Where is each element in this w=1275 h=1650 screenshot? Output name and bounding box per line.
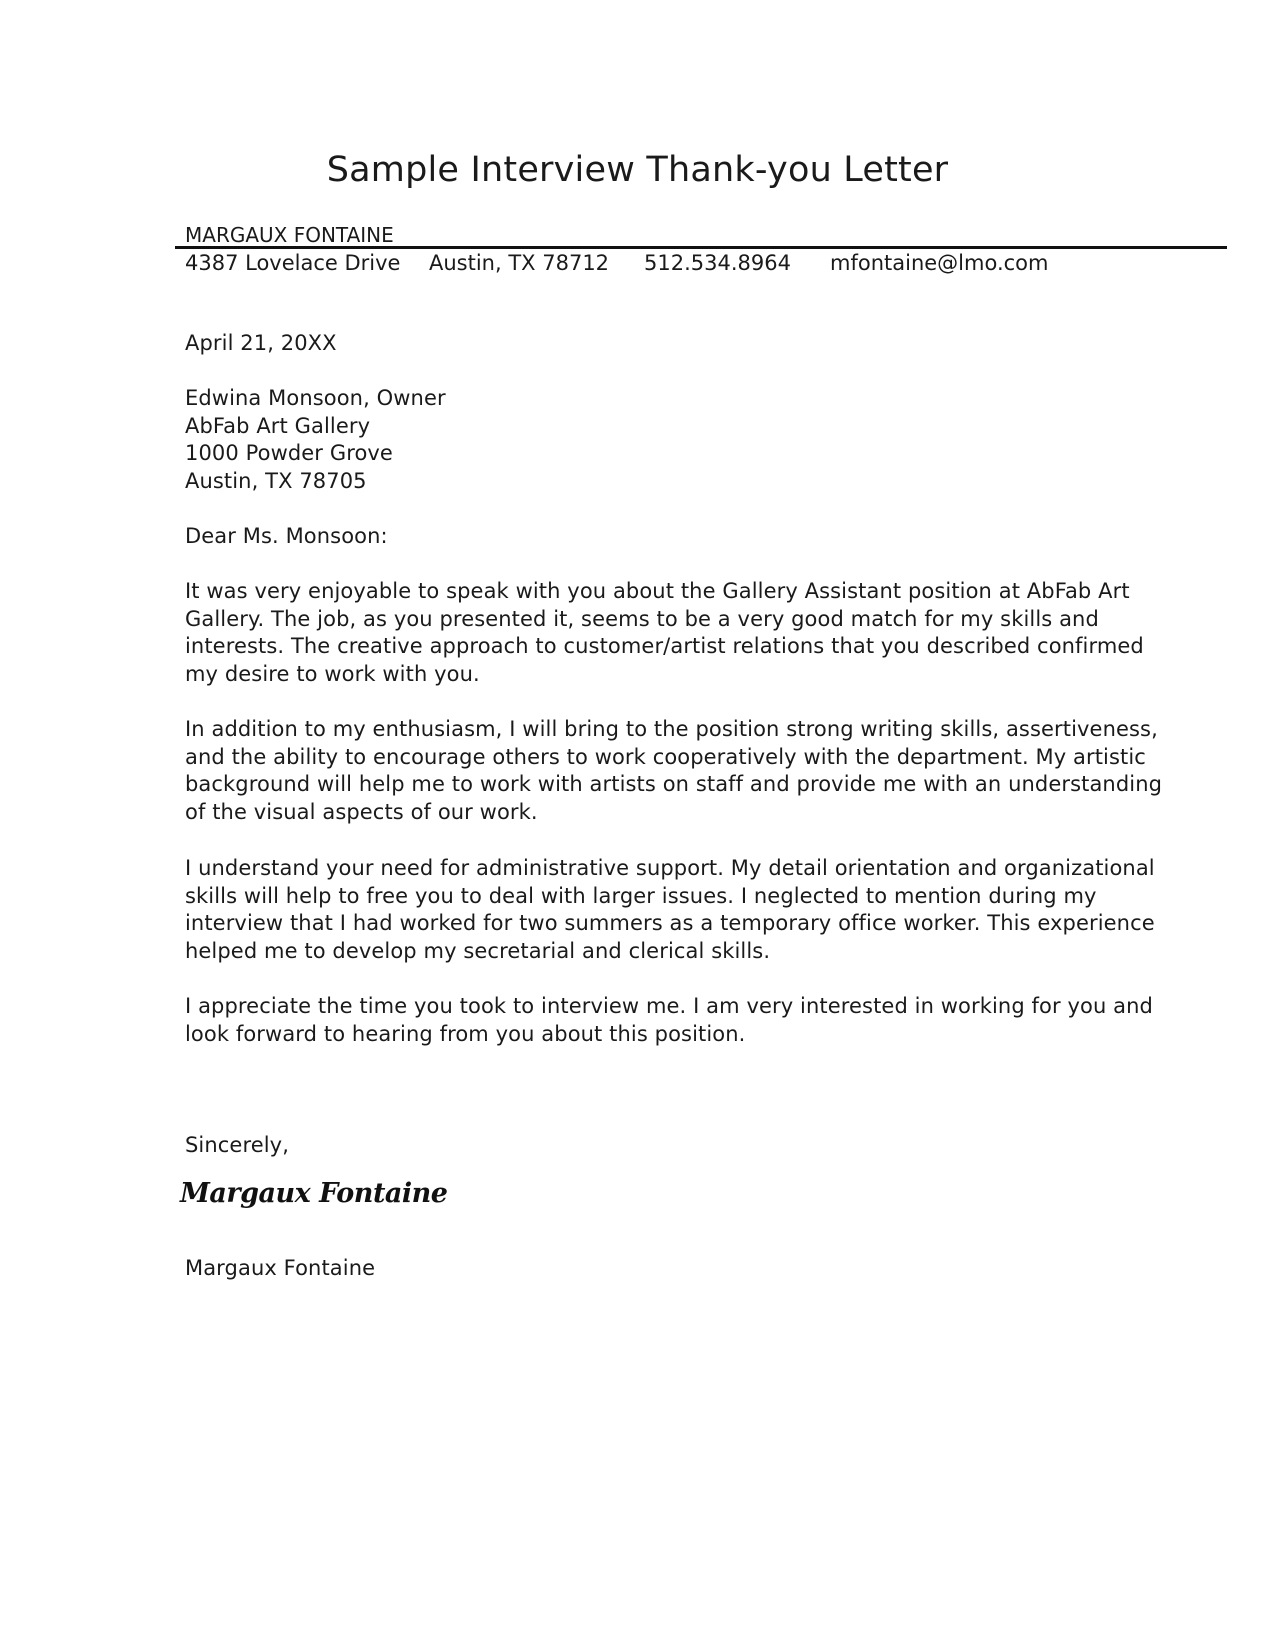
- paragraph-line: It was very enjoyable to speak with you about the Gallery Assistant position at AbFab Art: [185, 579, 1130, 603]
- paragraph-line: and the ability to encourage others to work cooperatively with the department. My artistic: [185, 744, 1146, 769]
- paragraph-line: my desire to work with you.: [185, 661, 480, 686]
- sender-email: mfontaine@lmo.com: [830, 251, 1049, 275]
- paragraph-line: In addition to my enthusiasm, I will bring to the position strong writing skills, assertiveness,: [185, 717, 1158, 741]
- paragraph-line: I appreciate the time you took to interview me. I am very interested in working for you and: [185, 994, 1153, 1018]
- body-paragraph: [185, 578, 1144, 688]
- recipient-line: Edwina Monsoon, Owner: [185, 386, 446, 410]
- paragraph-line: skills will help to free you to deal with larger issues. I neglected to mention during my: [185, 883, 1097, 908]
- document-title: Sample Interview Thank-you Letter: [326, 150, 949, 190]
- body-paragraph: [185, 993, 1153, 1048]
- recipient-line: Austin, TX 78705: [185, 468, 367, 493]
- salutation: Dear Ms. Monsoon:: [185, 524, 388, 548]
- paragraph-line: look forward to hearing from you about this position.: [185, 1021, 746, 1046]
- recipient-line: AbFab Art Gallery: [185, 413, 371, 438]
- recipient-line: 1000 Powder Grove: [185, 441, 393, 465]
- paragraph-line: Gallery. The job, as you presented it, seems to be a very good match for my skills and: [185, 606, 1099, 631]
- paragraph-line: of the visual aspects of our work.: [185, 799, 538, 824]
- paragraph-line: interests. The creative approach to customer/artist relations that you described confirmed: [185, 634, 1144, 658]
- recipient-block: [185, 385, 446, 495]
- closing: Sincerely,: [185, 1133, 289, 1157]
- paragraph-line: interview that I had worked for two summers as a temporary office worker. This experience: [185, 911, 1155, 935]
- sender-city: Austin, TX 78712: [429, 251, 610, 275]
- handwritten-signature: Margaux Fontaine: [180, 1178, 448, 1209]
- paragraph-line: I understand your need for administrative support. My detail orientation and organizational: [185, 856, 1155, 880]
- sender-phone: 512.534.8964: [644, 251, 791, 275]
- sender-address: 4387 Lovelace Drive: [185, 251, 401, 275]
- body-paragraph: [185, 716, 1163, 826]
- paragraph-line: background will help me to work with artists on staff and provide me with an understanding: [185, 772, 1163, 796]
- body-paragraph: [185, 855, 1155, 965]
- signer-name: Margaux Fontaine: [185, 1256, 376, 1280]
- sender-name: MARGAUX FONTAINE: [185, 223, 394, 247]
- paragraph-line: helped me to develop my secretarial and clerical skills.: [185, 938, 771, 963]
- letter-date: April 21, 20XX: [185, 331, 337, 355]
